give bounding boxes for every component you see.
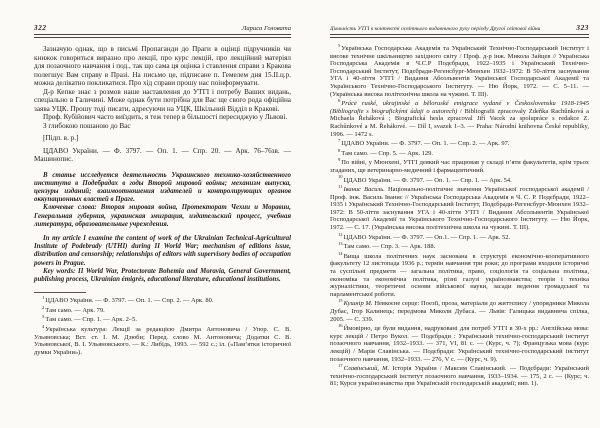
footnote-number: 2 [42,304,45,310]
footnote [330,243,589,251]
footnote-number: 13 [338,241,343,247]
footnote-number: 7 [338,137,341,143]
footnote-separator [34,292,86,293]
footnote-text: ЦДАВО України. — Ф. 3797. — Оп.1. — Спр. 1. — Арк. 52. [343,233,511,241]
footnote [34,316,291,324]
footnote [34,323,291,356]
footnote-text: Національно-політичне значення Української господарської академії / Проф. інж. Василь Іванис // Українська Господарська Академія в Ч. С. Р. Подєбради, 1922–1935 і Український Технічно-Господарський Інститут, Подєбради-Регенсбург-Мюнхен 1932–1972: В 50-ліття заснування УГА і 40-ліття УТГІ / Видання Абсольвентів Української Господарської Академії та Українського Технічно-Господарського Інституту. — Ню Йорк, 1972. — С. 17. (Українська висока політехнічна школа на чужині. Т. ІІІ). [330,186,589,232]
footnote [34,294,291,305]
footnote [330,231,589,242]
keywords-english: Key words: II World War, Protectorate Bohemia and Moravia, General Government, publishing process, Ukrainian émigrés, educational literature, educational institutions. [34,267,291,283]
footnote-text: Історія України / Максим Славінський. — Подєбради: Український технічно-господарський інститут позаочного навчання, 1933–1934. — 175, 2 с. — (Курс; ч. 81; Курси українознавства при Українській господарській академії; вип. 1). [330,365,589,388]
footnote-number: 10 [338,174,343,180]
footnote-number: 3 [42,314,45,320]
footnote [330,325,589,363]
footnote-text: Там само. — Арк. 79. [45,306,105,314]
page-right [300,0,600,428]
letter-closing: З глибокою пошаною до Вас [43,121,131,130]
footnote-lead: Іванис Василь. [343,186,388,194]
footnote-lead: Кушнір М. [343,300,375,308]
footnote-number: 17 [338,363,343,368]
footnote-text: ЦДАВО України. — Ф. 3797. — Оп. 1. — Спр. 2. — Арк. 97. [341,140,510,148]
footnote-text: По війні, у Мюнхені, УТГІ деякий час працював у складі п’яти факультетів, крім трьох згаданих, ще ветеринарно-медичний і фармацевтичний. [330,159,589,174]
footnote-number: 15 [338,298,343,304]
footnote [330,300,589,323]
header-rule-right [330,34,589,38]
footnote-text: Невкоєне серце: Поезії, проза, матеріали до життєпису / упорядники Микола Дубас, Ігор Калинець; передмова Миколи Дубаса. — Львів: Галицька видавнича спілка, 2005. — С. 339. [330,300,589,323]
letter-paragraph: Зазначую однак, що в письмі Пропаганди до Праги в оцінці підручників чи книжок говориться виразно про лекції, про курс лекцій, про лекційний матеріял для позаочного навчання і под., так що сама ця оцінка і ставлення справи з Кракова полегшує Вам справу в Празі. На письмо це, підписане п. Гемелем дня 15.ІІ.ц.р. можна делікатно покликатися. Про хід справи прошу нас поінформувати. [34,45,291,87]
footnote-number: 8 [338,147,341,153]
footnote [330,183,589,232]
footnote [330,174,589,185]
footnote [330,100,589,138]
footnote [330,147,589,158]
running-title: Діяльність УТГІ в контексті освітнього видавничого руху періоду Другої світової війни [330,26,541,32]
footnote-number: 4 [42,323,45,329]
footnote-text: ЦДАВО України. — Ф. 3797. — Оп. 1. — Спр. 2. — Арк. 80. [45,297,214,305]
archive-reference: ЦДАВО України. — Ф. 3797. — Оп. 1. — Спр. 20. — Арк. 76–76зв. — Машинопис. [34,146,291,163]
footnote [330,137,589,148]
footnote-number: 14 [338,250,343,256]
signature-note: [Підп. в. р.] [43,134,79,142]
footnote-text: Вища школа політичних наук заснована в структурі економічно-кооперативного факультету 12 листопада 1936 р.; термін навчання три роки; до програми входили історичні та суспільні предмети — загальна політика, право, соціологія та соціальна політика, економіка та економічна політика, різні галузі українознавства; теорія і техніка журналістики, теоретичні основи військової науки, засади ведення громадської та парламентської роботи. [330,252,589,298]
footnote-number: 1 [42,294,45,300]
abstract-russian: В статье исследуется деятельность Украинского технико-хозяйственного института в Подебрадах в годы Второй мировой войны; механизм выпуска, цензуры изданий; взаимоотношения издателей и контролирующих органов оккупационных властей в Праге. [34,171,291,204]
footnote-lead: Славінський, М. [343,365,393,373]
footnote-number: 6 [338,98,341,103]
footnote-number: 12 [338,231,343,237]
footnote-text: ЦДАВО України. — Ф. 3797. — Оп. 1. — Спр. 1. — Арк. 54. [343,176,512,184]
footnote [330,365,589,388]
running-author: Лариса Головата [241,25,291,32]
footnote [330,42,589,98]
header-rule-left [34,34,291,38]
letter-paragraph: Д-р Кепке знає з розмов наше наставлення до УТГІ і потребу Ваших видань, спеціально в Галичині. Може однак бути потрібна для Вас ще свого рода офіційна заява УЦК. Прошу тоді писати, адресуючи на УЦК, Шкільний Відділ в Кракові. [34,87,291,113]
page-right-header [330,24,589,33]
footnote-text: Там само. — Спр. 1. — Арк. 2–5. [45,316,137,324]
footnote-number: 11 [338,183,343,189]
footnote-text: Там само. — Спр. 3. — Арк. 188. [343,243,436,251]
footnote-text: Українська Господарська Академія та Український Технічно-Господарський Інститут і високе технічне шкільництво західного світу / Проф. д-р інж. Микола Зайцев // Українська Господарська Академія в Ч.С.Р Подєбради, 1922–1935 і Український Технічно-Господарський Інститут, Подєбради-Регенсбург-Мюнхен 1932–1972: В 50-ліття заснування УГА і 40-ліття УТГІ / Видання Абсольвентів Української Господарської Академії та Українського Технічно-Господарського Інституту. — Ню Йорк, 1972. — С. 5–11. — (Українська висока політехнічна школа на чужині. Т. ІІІ). [330,45,589,98]
footnote [330,250,589,299]
footnote-text: Українська культура: Лекції за редакцією Дмитра Антоновича / Упор. С. В. Ульяновська; Вст. ст. І. М. Дзюби; Перед. слово М. Антоновича; Додатки С. В. Ульяновської, В. І. Ульяновського. — К.: Либідь, 1993. — 592 с.; іл. («Пам’ятки історичної думки України»). [34,325,291,356]
footnote-text: Там само. — Спр. 5. — Арк. 129. [341,149,433,157]
footnote-number: 9 [338,157,341,163]
footnote [330,159,589,174]
footnote-lead: Práce ruské, ukrajinské a běloruské emigrace vydané v Československu 1918-1945 (Bibliografie s biografickými údaji o autorech) [330,100,589,115]
abstract-english: In my article I examine the content of work of the Ukrainian Technical-Agricultural Institute of Podebrady (UTHI) during II World War; mechanism of editions issue, distribution and censorship; relationships of editors with supervisory bodies of occupation powers in Prague. [34,234,291,267]
page-number-right: 323 [576,24,589,32]
footnote [34,304,291,315]
page-number-left: 322 [34,24,47,32]
page-left-header [34,24,291,33]
letter-paragraph: Проф. Кубійович часто виїздить, я теж тепер в більшості пересиджую у Львові. [43,113,288,121]
footnote-text: Ймовірно, це були видання, надруковані для потреб УТГІ в 30-х рр.: Англійська мова: курс лекцій / Петро Вукол. — Подєбради : Український технічно-господарський інститут позаочного навчання, 1932–1933. — 371, VI, 81 с. — (Курс, ч. 7); Французька мова (курс лекцій) / Марія Славінська. — Подєбради: Український технічно-господарський інститут позаочного навчання, 1932–1933. — 276, V с. — (Курс, ч. 9). [330,325,589,363]
footnote-text: / Bibliografii zpracovaly Zdeňka Rachůnková a Michaela Řeháková ; Biografická hesla zpracoval Jiří Vacek za spolupráce s redakce Z. Rachůnkové a M. Řehákové. — Díl I, svazek 1–3. — Praha: Národní knihovna České republiky, 1996. — 1472 s. [330,107,589,138]
footnote-number: 5 [338,42,341,48]
keywords-russian: Ключевые слова: Вторая мировая война, Протекторат Чехии и Моравии, Генеральная губерния, украинская эмиграция, издательский процесс, учебная литература, образовательные учреждения. [34,204,291,228]
footnote-number: 16 [338,323,343,329]
